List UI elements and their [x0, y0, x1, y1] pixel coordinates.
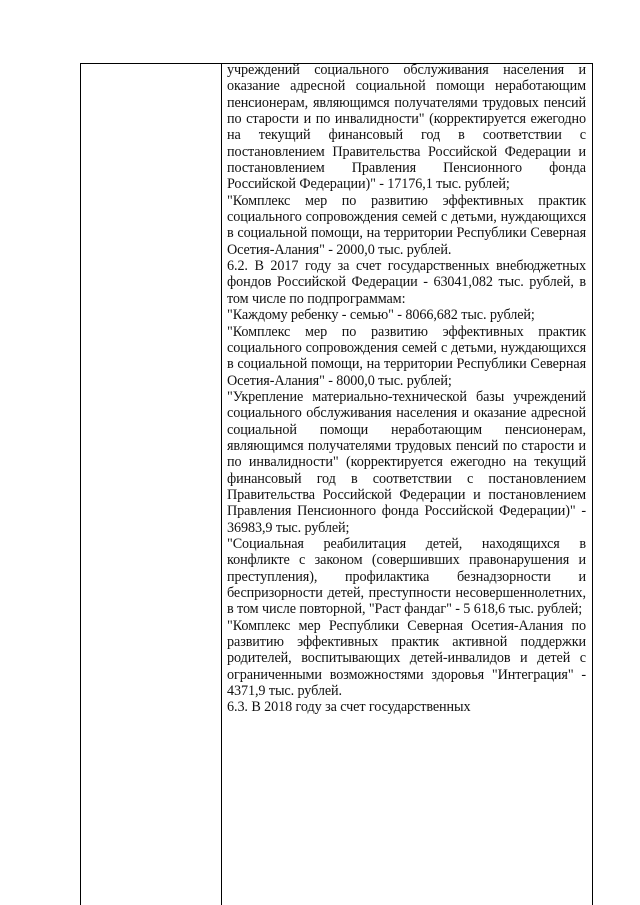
- paragraph: "Комплекс мер по развитию эффективных практик социального сопровождения семей с детьми, нуждающихся в социальной помощи, на территории Республики Северная Осетия-Алания" - 2000,0 тыс. рублей.: [227, 192, 586, 258]
- paragraph: "Укрепление материально-технической базы учреждений социального обслуживания населения и оказание адресной социальной помощи неработающим пенсионерам, являющимся получателями трудовых пенсий по старости и по инвалидности" (корректируется ежегодно на текущий финансовый год в соответствии с постановлением Правительства Российской Федерации и постановлением Правления Пенсионного фонда Российской Федерации)" - 36983,9 тыс. рублей;: [227, 388, 586, 536]
- table-right-column: [222, 64, 592, 905]
- paragraph: 6.3. В 2018 году за счет государственных: [227, 699, 471, 716]
- paragraph: "Комплекс мер по развитию эффективных практик социального сопровождения семей с детьми, нуждающихся в социальной помощи, на территории Республики Северная Осетия-Алания" - 8000,0 тыс. рублей;: [227, 323, 586, 389]
- table-left-column: [81, 64, 222, 905]
- paragraph: 6.2. В 2017 году за счет государственных внебюджетных фондов Российской Федерации - 63041,082 тыс. рублей, в том числе по подпрограммам:: [227, 258, 586, 307]
- paragraph: "Комплекс мер Республики Северная Осетия-Алания по развитию эффективных практик активной поддержки родителей, воспитывающих детей-инвалидов и детей с ограниченными возможностями здоровья "Интеграция" - 4371,9 тыс. рублей.: [227, 617, 586, 700]
- document-table: [80, 63, 593, 905]
- paragraph: "Каждому ребенку - семью" - 8066,682 тыс. рублей;: [227, 307, 535, 324]
- paragraph: "Социальная реабилитация детей, находящихся в конфликте с законом (совершивших правонарушения и преступления), профилактика безнадзорности и беспризорности детей, преступности несовершеннолетних, в том числе повторной, "Раст фандаг" - 5 618,6 тыс. рублей;: [227, 535, 586, 618]
- paragraph: учреждений социального обслуживания населения и оказание адресной социальной помощи неработающим пенсионерам, являющимся получателями трудовых пенсий по старости и по инвалидности" (корректируется ежегодно на текущий финансовый год в соответствии с постановлением Правительства Российской Федерации и постановлением Правления Пенсионного фонда Российской Федерации)" - 17176,1 тыс. рублей;: [227, 64, 586, 193]
